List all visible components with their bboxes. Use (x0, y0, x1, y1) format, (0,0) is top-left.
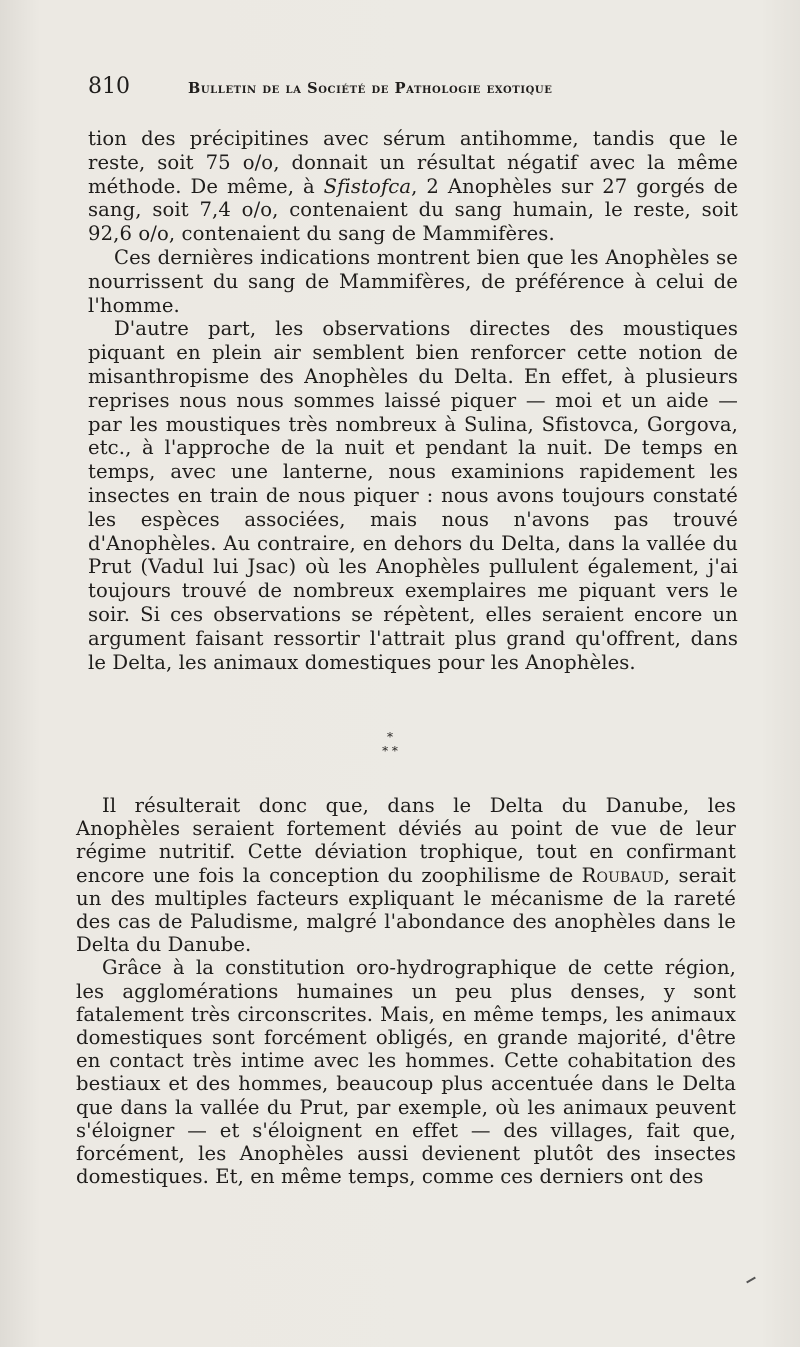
paragraph-1-text-a: tion des précipitines avec sérum antihomme, tandis que le reste, soit 75 o/o, donnait un résultat négatif avec la même méthode. De même, à (88, 127, 738, 198)
page-number: 810 (88, 74, 130, 99)
running-title: Bulletin de la Société de Pathologie exotique (188, 80, 553, 97)
section-1 (88, 127, 738, 674)
separator-stars-bottom: * * (382, 744, 398, 758)
paragraph-4-text-b: , serait un des multiples facteurs expliquant le mécanisme de la rareté des cas de Paludisme, malgré l'abondance des anophèles dans le Delta du Danube. (76, 863, 736, 957)
separator-star-top: * (387, 730, 393, 744)
paragraph-4-text-a: Il résulterait donc que, dans le Delta du Danube, les Anophèles seraient fortement déviés au point de vue de leur régime nutritif. Cette déviation trophique, tout en confirmant encore une fois la conception du zoophilisme de (76, 794, 736, 887)
paragraph-1-text-b: , 2 Anophèles sur 27 gorgés de sang, soit 7,4 o/o, contenaient du sang humain, le reste, soit 92,6 o/o, contenaient du sang de Mammifères. (88, 174, 738, 246)
paragraph-5: Grâce à la constitution oro-hydrographique de cette région, les agglomérations humaines un peu plus denses, y sont fatalement très circonscrites. Mais, en même temps, les animaux domestiques sont forcément obligés, en grande majorité, d'être en contact très intime avec les hommes. Cette cohabitation des bestiaux et des hommes, beaucoup plus accentuée dans le Delta que dans la vallée du Prut, par exemple, où les animaux peuvent s'éloigner — et s'éloignent en effet — des villages, fait que, forcément, les Anophèles aussi devienent plutôt des insectes domestiques. Et, en même temps, comme ces derniers ont des (76, 956, 736, 1189)
section-2 (76, 794, 736, 1188)
paragraph-3: D'autre part, les observations directes des moustiques piquant en plein air semblent bien renforcer cette notion de misanthropisme des Anophèles du Delta. En effet, à plusieurs reprises nous nous sommes laissé piquer — moi et un aide — par les moustiques très nombreux à Sulina, Sfistovca, Gorgova, etc., à l'approche de la nuit et pendant la nuit. De temps en temps, avec une lanterne, nous examinions rapidement les insectes en train de nous piquer : nous avons toujours constaté les espèces associées, mais nous n'avons pas trouvé d'Anophèles. Au contraire, en dehors du Delta, dans la vallée du Prut (Vadul lui Jsac) où les Anophèles pullulent également, j'ai toujours trouvé de nombreux exemplaires me piquant vers le soir. Si ces observations se répètent, elles seraient encore un argument faisant ressortir l'attrait plus grand qu'offrent, dans le Delta, les animaux domestiques pour les Anophèles. (88, 317, 738, 674)
place-name-italic: Sfistofca (323, 174, 412, 198)
section-separator (360, 730, 420, 758)
paragraph-1 (88, 127, 738, 246)
author-name: Roubaud (581, 863, 664, 887)
page-header (88, 74, 748, 108)
paragraph-2: Ces dernières indications montrent bien que les Anophèles se nourrissent du sang de Mammifères, de préférence à celui de l'homme. (88, 245, 738, 317)
pencil-mark (746, 1277, 756, 1284)
paragraph-4 (76, 794, 736, 956)
